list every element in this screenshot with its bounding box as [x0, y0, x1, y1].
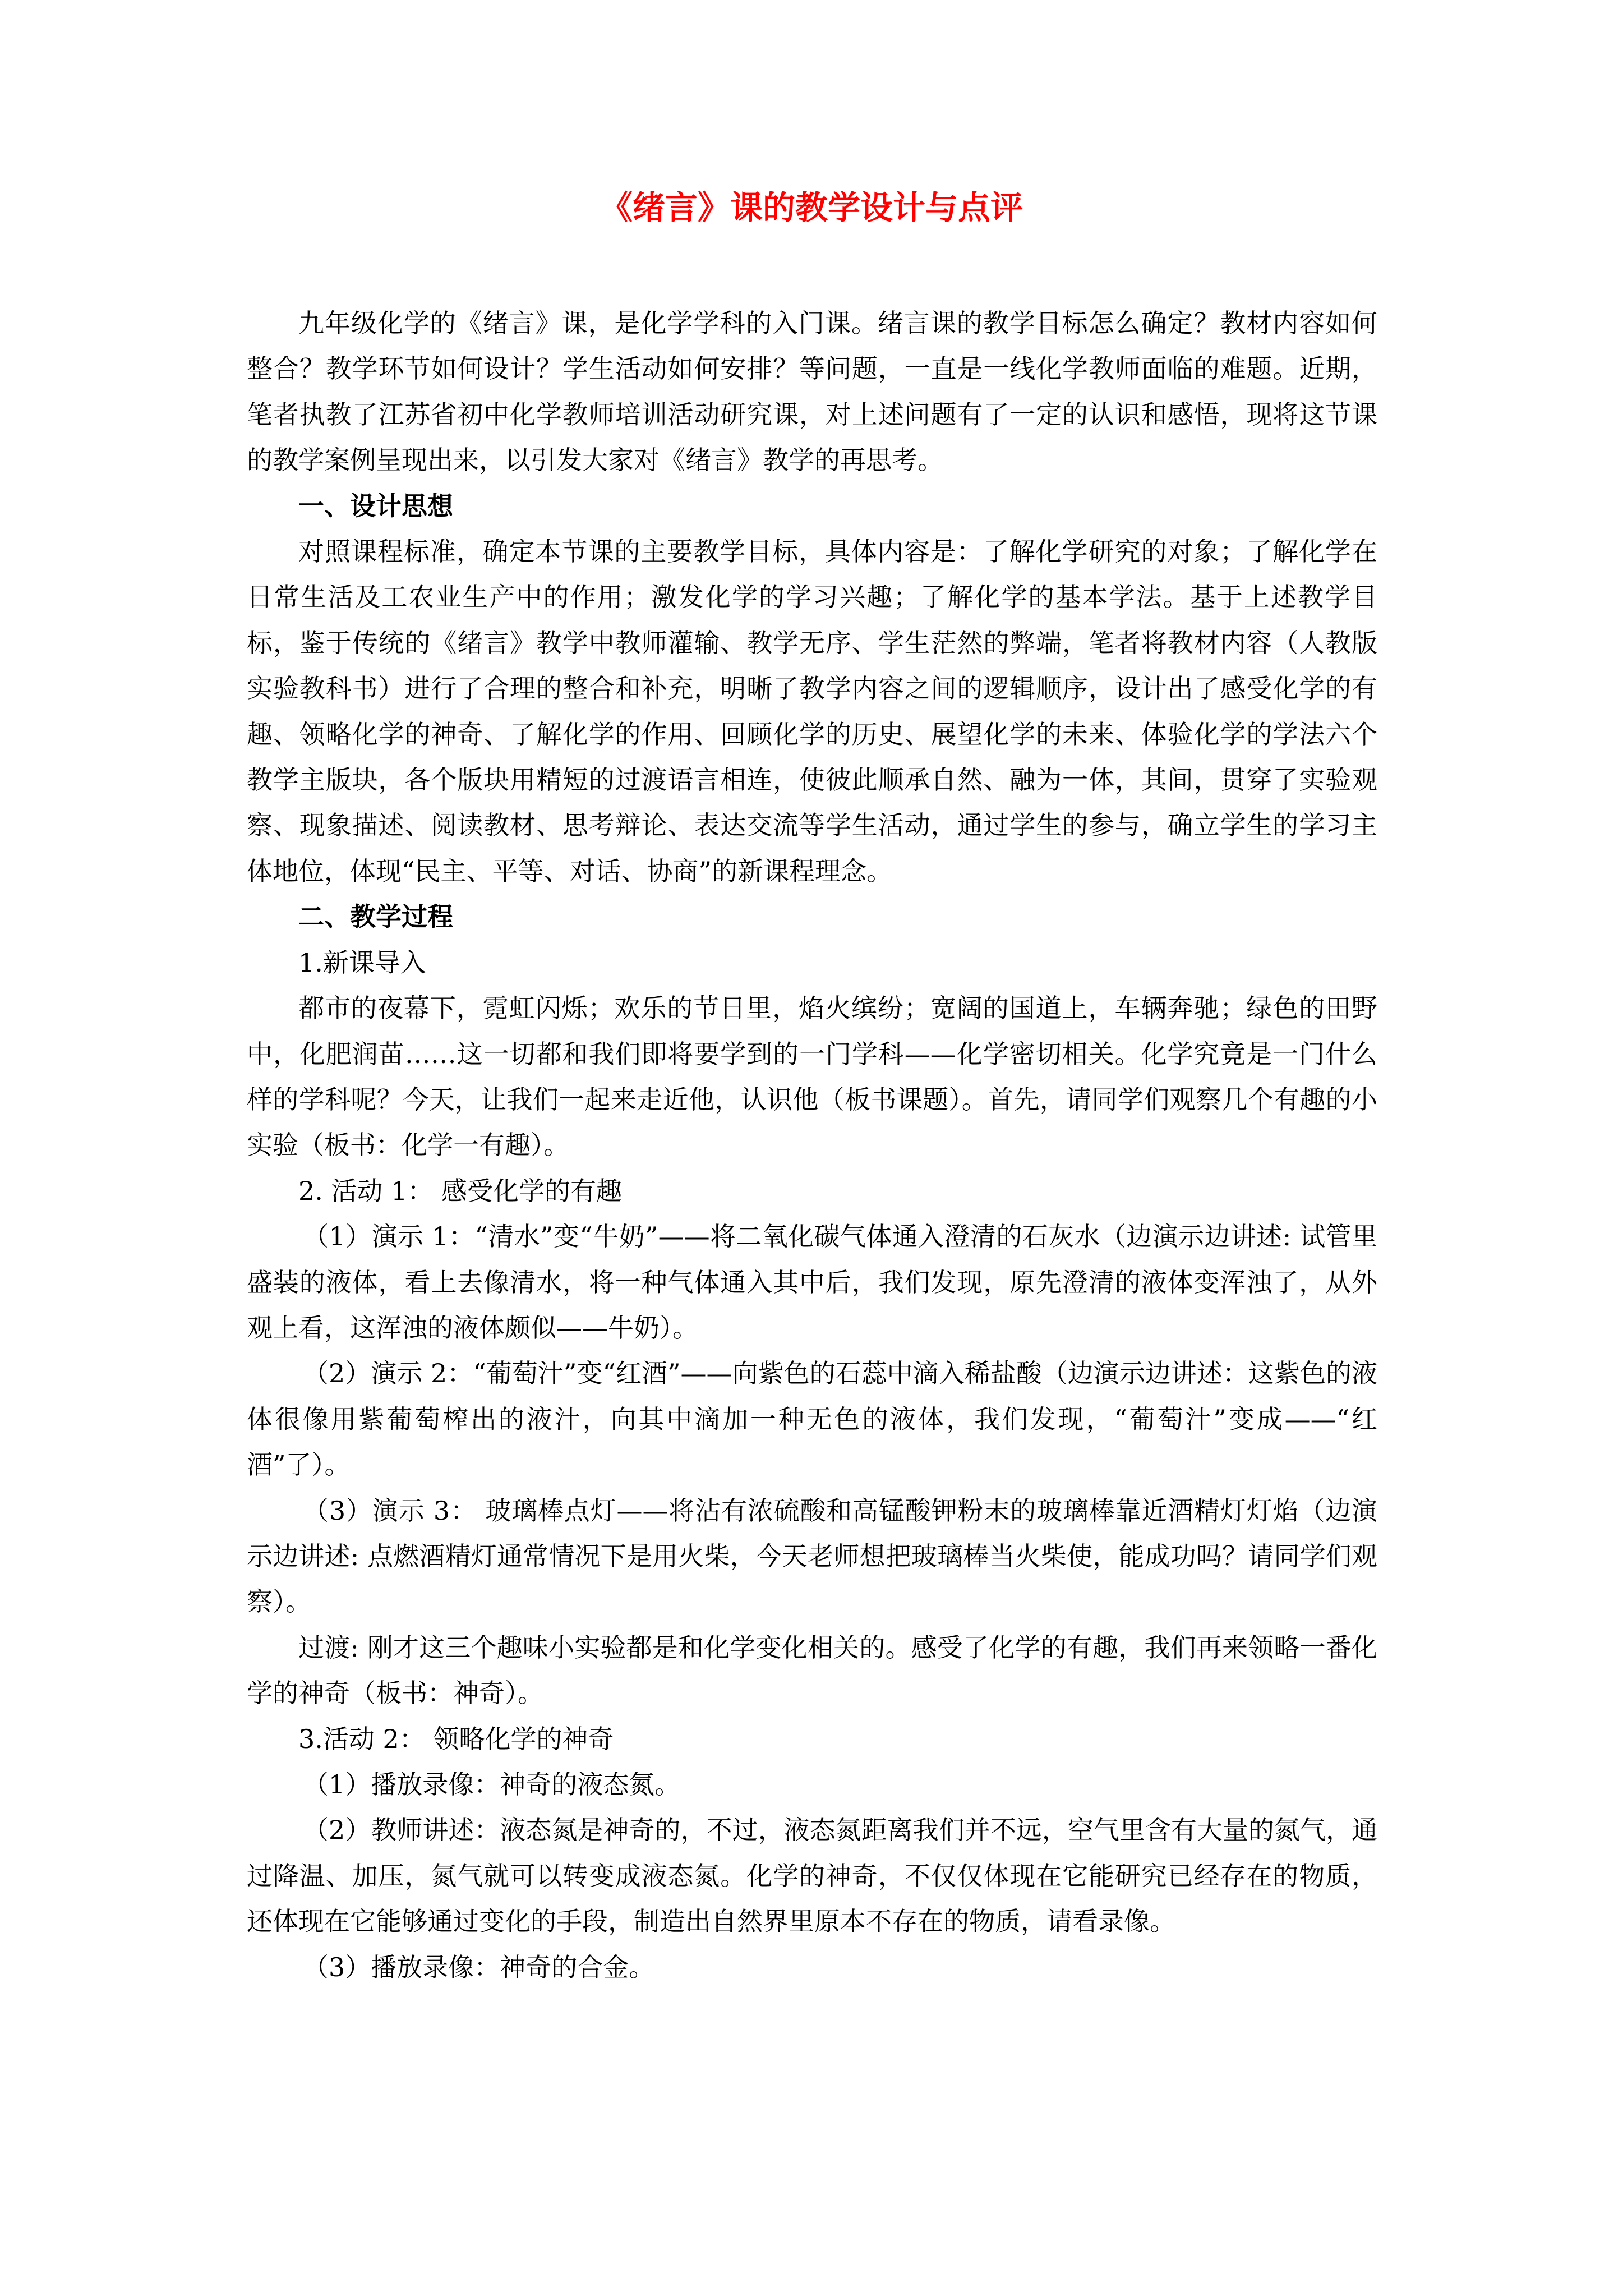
demo-3-paragraph: （3）演示 3： 玻璃棒点灯——将沾有浓硫酸和高锰酸钾粉末的玻璃棒靠近酒精灯灯焰（边演示边讲述: 点燃酒精灯通常情况下是用火柴，今天老师想把玻璃棒当火柴使，能成功吗？请同学们观察）。: [247, 1495, 1377, 1617]
teacher-narration-paragraph: （2）教师讲述：液态氮是神奇的，不过，液态氮距离我们并不远，空气里含有大量的氮气，通过降温、加压，氮气就可以转变成液态氮。化学的神奇，不仅仅体现在它能研究已经存在的物质，还体现在它能够通过变化的手段，制造出自然界里原本不存在的物质，请看录像。: [247, 1815, 1377, 1937]
subheading-intro: 1.新课导入: [298, 947, 426, 978]
video-2-paragraph: （3）播放录像：神奇的合金。: [303, 1952, 655, 1982]
subheading-activity-1: 2. 活动 1： 感受化学的有趣: [298, 1175, 623, 1206]
section-heading-process: 二、教学过程: [298, 901, 453, 932]
demo-2-paragraph: （2）演示 2：“葡萄汁”变“红酒”——向紫色的石蕊中滴入稀盐酸（边演示边讲述：这紫色的液体很像用紫葡萄榨出的液汁，向其中滴加一种无色的液体，我们发现，“葡萄汁”变成——“红酒”了）。: [247, 1358, 1377, 1480]
demo-1-paragraph: （1）演示 1：“清水”变“牛奶”——将二氧化碳气体通入澄清的石灰水（边演示边讲述: 试管里盛装的液体，看上去像清水，将一种气体通入其中后，我们发现，原先澄清的液体变浑浊了，从外观上看，这浑浊的液体颇似——牛奶）。: [247, 1221, 1377, 1343]
transition-paragraph: 过渡: 刚才这三个趣味小实验都是和化学变化相关的。感受了化学的有趣，我们再来领略一番化学的神奇（板书：神奇）。: [247, 1632, 1377, 1709]
section-heading-design: 一、设计思想: [298, 490, 453, 521]
intro-paragraph: 九年级化学的《绪言》课，是化学学科的入门课。绪言课的教学目标怎么确定？教材内容如何整合？教学环节如何设计？学生活动如何安排？等问题，一直是一线化学教师面临的难题。近期，笔者执教了江苏省初中化学教师培训活动研究课，对上述问题有了一定的认识和感悟，现将这节课的教学案例呈现出来，以引发大家对《绪言》教学的再思考。: [247, 308, 1377, 476]
document-body: [247, 301, 1377, 1990]
subheading-activity-2: 3.活动 2： 领略化学的神奇: [298, 1723, 614, 1754]
document-title: 《绪言》课的教学设计与点评: [600, 188, 1023, 227]
video-1-paragraph: （1）播放录像：神奇的液态氮。: [303, 1769, 681, 1800]
intro-lesson-paragraph: 都市的夜幕下，霓虹闪烁；欢乐的节日里，焰火缤纷；宽阔的国道上，车辆奔驰；绿色的田野中，化肥润苗……这一切都和我们即将要学到的一门学科——化学密切相关。化学究竟是一门什么样的学科呢？今天，让我们一起来走近他，认识他（板书课题）。首先，请同学们观察几个有趣的小实验（板书：化学一有趣）。: [247, 993, 1377, 1161]
design-paragraph: 对照课程标准，确定本节课的主要教学目标，具体内容是：了解化学研究的对象；了解化学在日常生活及工农业生产中的作用；激发化学的学习兴趣；了解化学的基本学法。基于上述教学目标，鉴于传统的《绪言》教学中教师灌输、教学无序、学生茫然的弊端，笔者将教材内容（人教版实验教科书）进行了合理的整合和补充，明晰了教学内容之间的逻辑顺序，设计出了感受化学的有趣、领略化学的神奇、了解化学的作用、回顾化学的历史、展望化学的未来、体验化学的学法六个教学主版块，各个版块用精短的过渡语言相连，使彼此顺承自然、融为一体，其间，贯穿了实验观察、现象描述、阅读教材、思考辩论、表达交流等学生活动，通过学生的参与，确立学生的学习主体地位，体现“民主、平等、对话、协商”的新课程理念。: [247, 536, 1377, 886]
